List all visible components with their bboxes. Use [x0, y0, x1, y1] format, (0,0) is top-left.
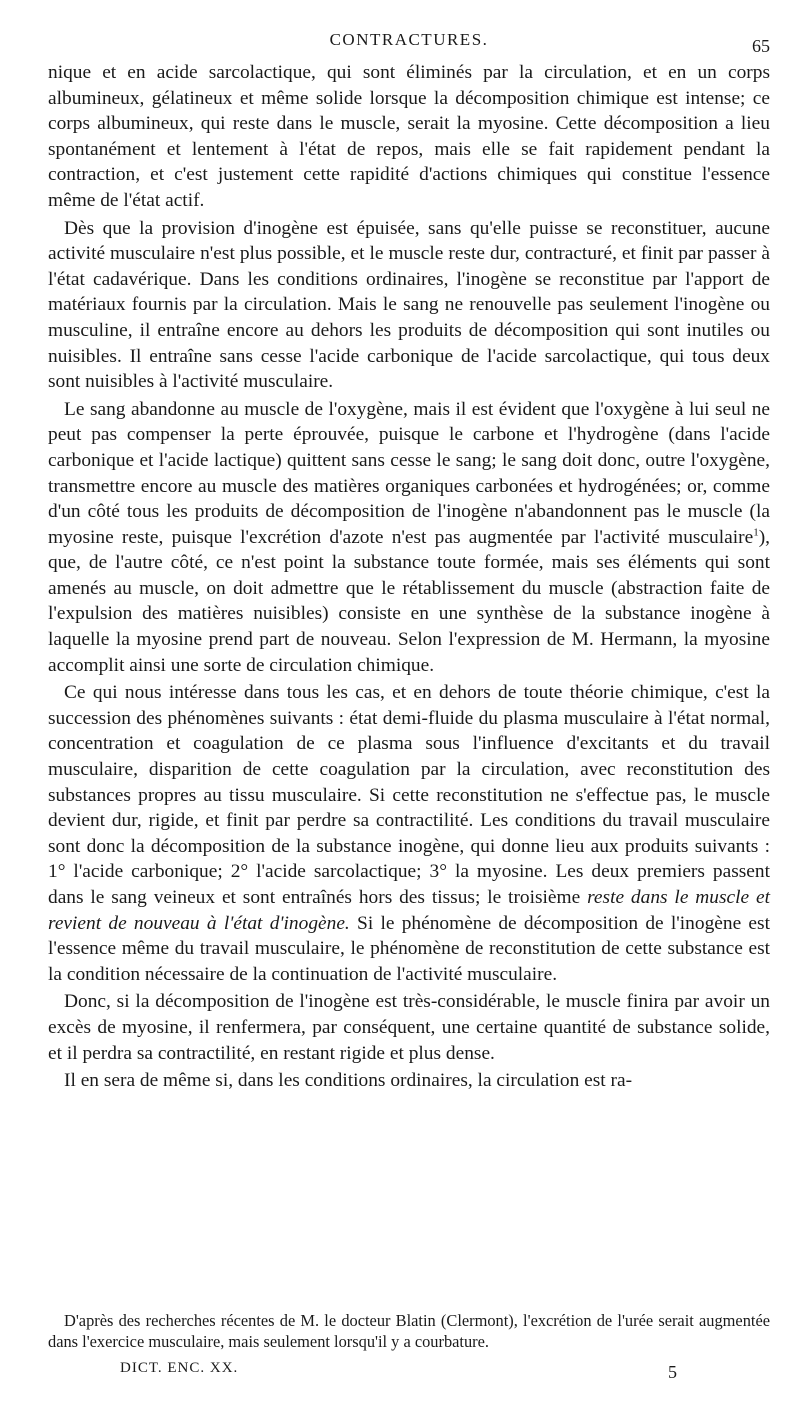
signature-label: DICT. ENC. XX. [120, 1360, 239, 1376]
paragraph-5: Donc, si la décomposition de l'inogène est très-considérable, le muscle finira par avoir un excès de myosine, il renfermera, par conséquent, une certaine quantité de substance solide, et il perdra sa contractilité, en restant rigide et plus dense. [48, 991, 770, 1064]
running-head-title: CONTRACTURES. [329, 30, 489, 49]
paragraph-4-italic: reste dans le muscle et revient de nouveau à l'état d'inogène. [48, 887, 771, 934]
paragraph-1: nique et en acide sarcolactique, qui sont éliminés par la circulation, et en un corps albumineux, gélatineux et même solide lorsque la décomposition chimique est intense; ce corps albumineux, qui reste dans le muscle, serait la myosine. Cette décomposition a lieu spontanément et lentement à l'état de repos, mais elle se fait rapidement pendant la contraction, et c'est justement cette rapidité d'actions chimiques qui constitue l'essence même de l'état actif. [48, 62, 770, 211]
paragraph-3-part-a: Le sang abandonne au muscle de l'oxygène, mais il est évident que l'oxygène à lui seul ne peut pas compenser la perte éprouvée, puisque le carbone et l'hydrogène (dans l'acide carbonique et l'acide lactique) quittent sans cesse le sang; le sang doit donc, outre l'oxygène, transmettre encore au muscle des matières organiques carbonées et hydrogénées; or, comme d'un côté tous les produits de décomposition de l'inogène n'abandonnent pas le muscle (la myosine reste, puisque l'excrétion d'azote n'est pas augmentée par l'activité musculaire [48, 398, 770, 548]
paragraph-4-part-b: Si le phénomène de décomposition de l'inogène est l'essence même du travail musculaire, le phénomène de reconstitution de cette substance est la condition nécessaire de la continuation de l'activité musculaire. [48, 912, 770, 985]
page-number: 65 [752, 36, 770, 56]
footnote-reference: 1 [753, 526, 759, 539]
body-text [48, 60, 770, 1094]
paragraph-2: Dès que la provision d'inogène est épuisée, sans qu'elle puisse se reconstituer, aucune activité musculaire n'est plus possible, et le muscle reste dur, contracturé, et finit par passer à l'état cadavérique. Dans les conditions ordinaires, l'inogène se reconstitue par l'apport de matériaux fournis par la circulation. Mais le sang ne renouvelle pas seulement l'inogène ou musculine, il entraîne encore au dehors les produits de décomposition qui sont inutiles ou nuisibles. Il entraîne sans cesse l'acide carbonique de l'acide sarcolactique, qui tous deux sont nuisibles à l'activité musculaire. [48, 217, 770, 393]
paragraph-3 [48, 397, 770, 679]
paragraph-3-part-b: ), que, de l'autre côté, ce n'est point la substance toute formée, mais ses éléments qui sont amenés au muscle, on doit admettre que le rétablissement du muscle (abstraction faite de l'expulsion des matières nuisibles) consiste en une synthèse de la substance inogène à laquelle la myosine prend part de nouveau. Selon l'expression de M. Hermann, la myosine accomplit ainsi une sorte de circulation chimique. [48, 526, 770, 676]
signature-number: 5 [668, 1362, 677, 1382]
footnote: D'après des recherches récentes de M. le docteur Blatin (Clermont), l'excrétion de l'urée serait augmentée dans l'exercice musculaire, mais seulement lorsqu'il y a courbature. [48, 1311, 770, 1351]
paragraph-4 [48, 680, 770, 987]
paragraph-4-part-a: Ce qui nous intéresse dans tous les cas, et en dehors de toute théorie chimique, c'est la succession des phénomènes suivants : état demi-fluide du plasma musculaire à l'état normal, concentration et coagulation de ce plasma sous l'influence d'excitants et du travail musculaire, disparition de cette coagulation par la circulation, avec reconstitution des substances propres au tissu musculaire. Si cette reconstitution ne s'effectue pas, le muscle devient dur, rigide, et finit par perdre sa contractilité. Les conditions du travail musculaire sont donc la décomposition de la substance inogène, qui donne lieu aux produits suivants : 1° l'acide carbonique; 2° l'acide sarcolactique; 3° la myosine. Les deux premiers passent dans le sang veineux et sont entraînés hors des tissus; le troisième [48, 682, 770, 908]
paragraph-6: Il en sera de même si, dans les conditions ordinaires, la circulation est ra- [64, 1070, 633, 1092]
running-head [48, 30, 770, 56]
